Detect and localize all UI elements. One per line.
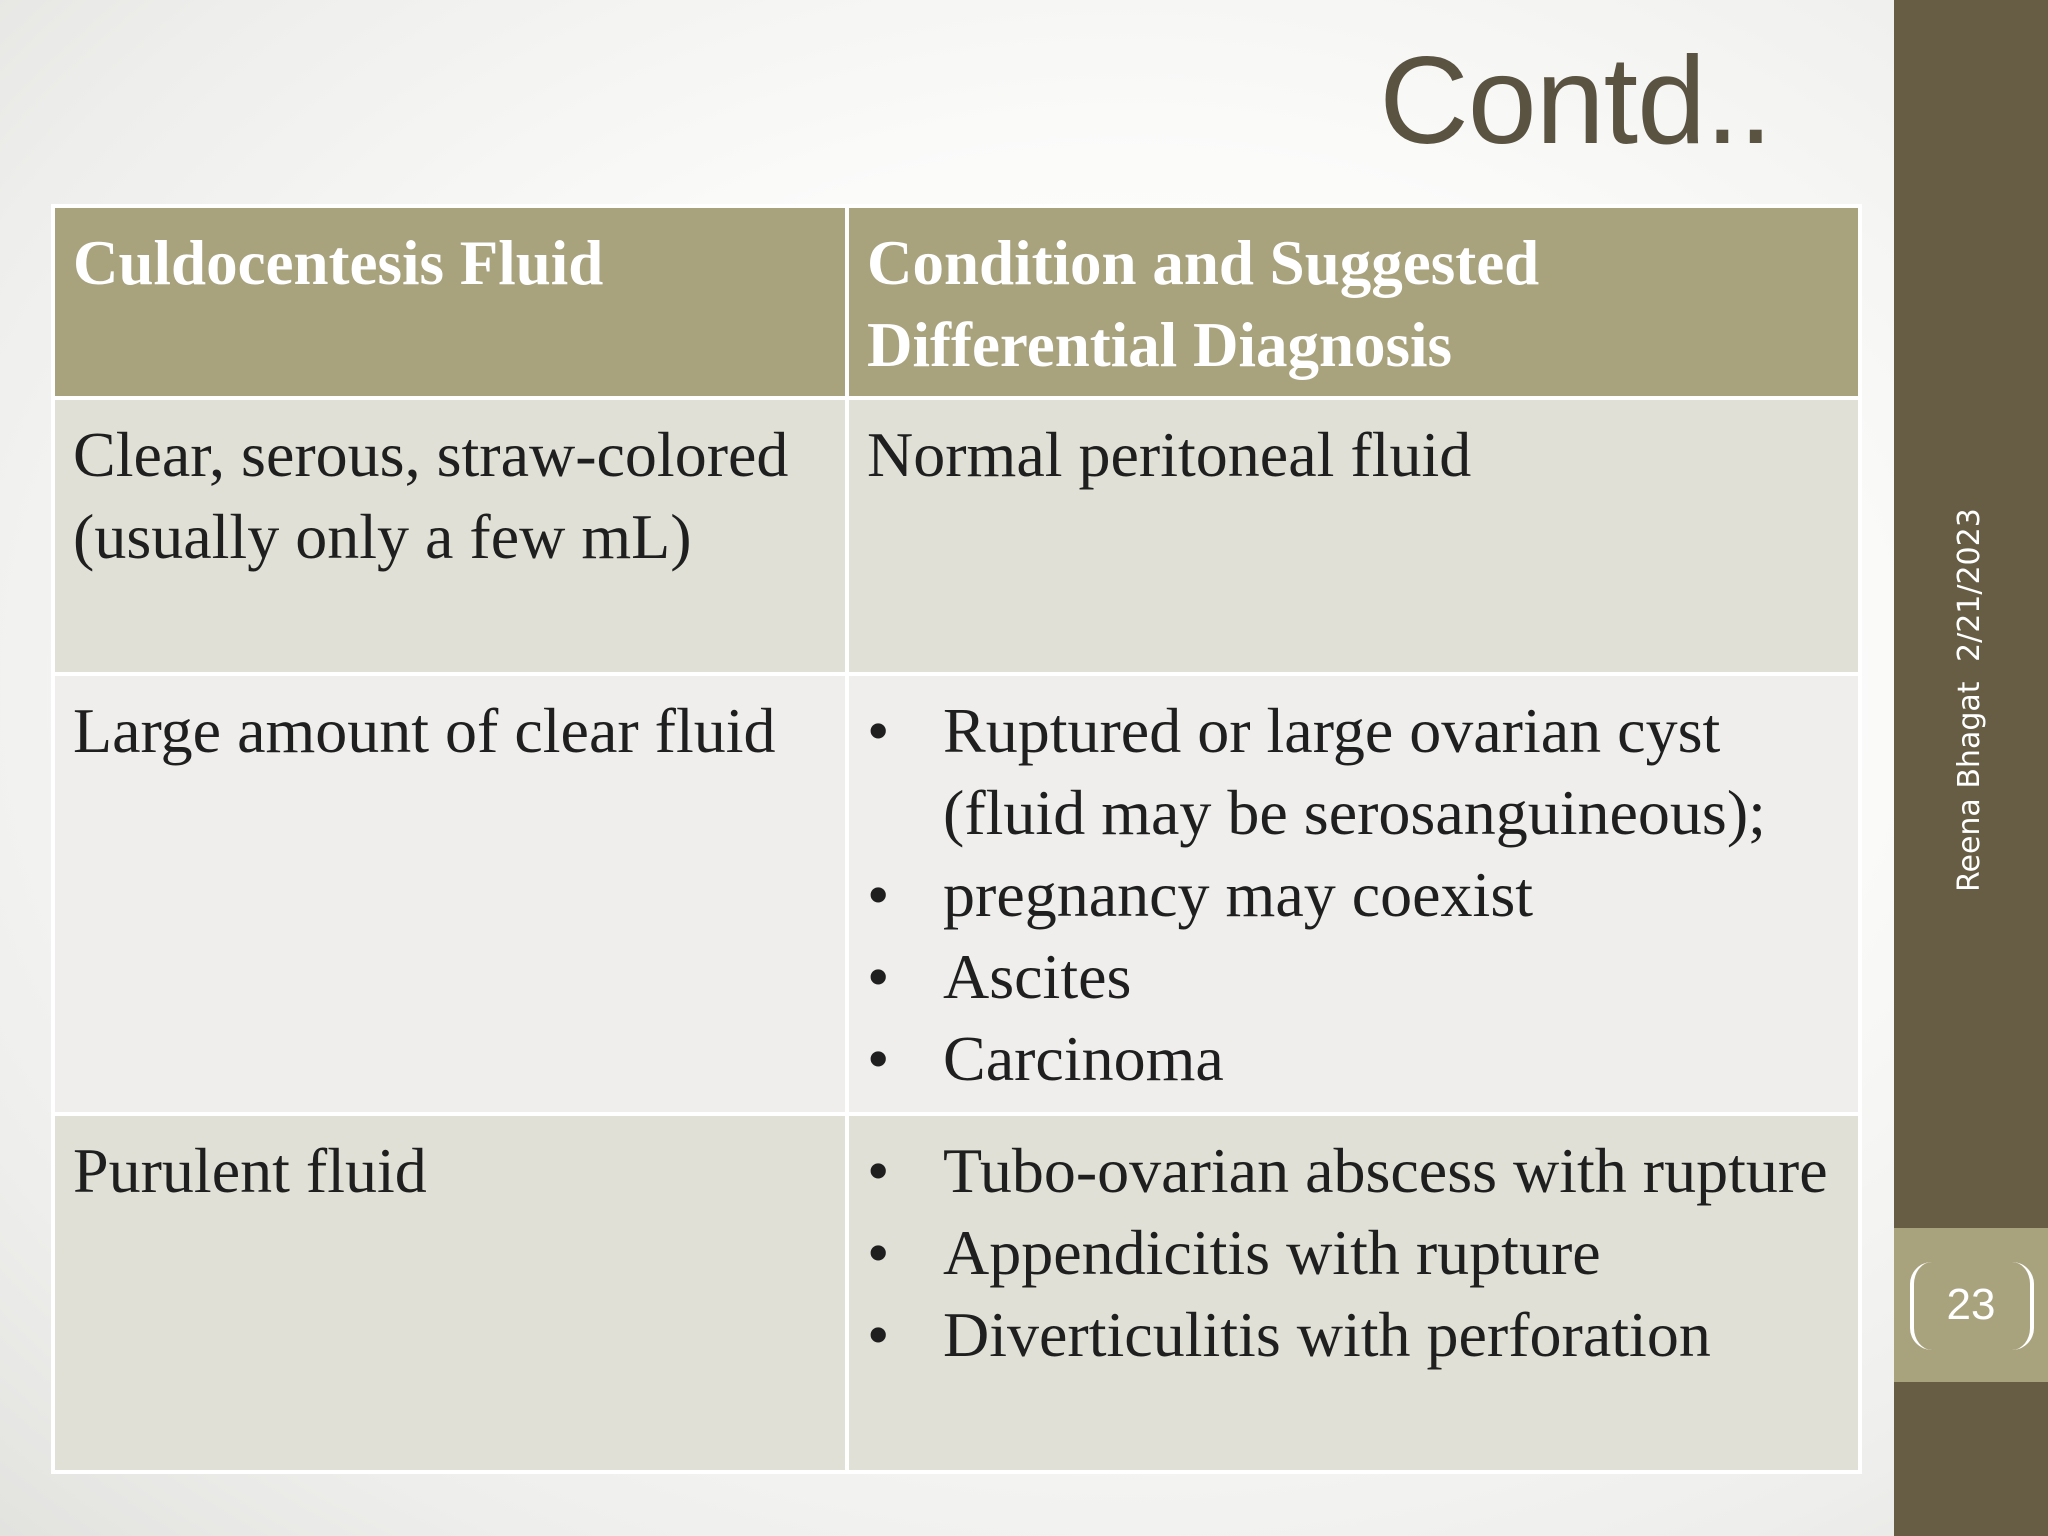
page-number-tab	[1894, 1228, 2048, 1382]
table-row	[53, 398, 1860, 674]
fluid-cell: Clear, serous, straw-colored (usually only a few mL)	[53, 398, 847, 674]
table-row	[53, 1114, 1860, 1472]
fluid-cell: Large amount of clear fluid	[53, 674, 847, 1114]
list-item-text: Appendicitis with rupture	[943, 1217, 1601, 1288]
slide-title: Contd..	[1379, 32, 1772, 170]
list-item-text: Carcinoma	[943, 1023, 1224, 1094]
list-item-text: Ruptured or large ovarian cyst (fluid may be serosanguineous);	[943, 695, 1766, 848]
diagnosis-list	[867, 690, 1840, 1100]
diagnosis-table	[51, 204, 1862, 1474]
diagnosis-cell	[847, 674, 1860, 1114]
list-item-text: Ascites	[943, 941, 1132, 1012]
list-item	[867, 936, 1840, 1018]
list-item	[867, 1130, 1840, 1212]
diagnosis-list	[867, 1130, 1840, 1376]
bullet-icon: •	[867, 695, 890, 766]
list-item	[867, 854, 1840, 936]
bullet-icon: •	[867, 859, 890, 930]
bullet-icon: •	[867, 1299, 890, 1370]
author-label: Reena Bhagat	[1952, 681, 1987, 892]
table-header-row	[53, 206, 1860, 398]
list-item	[867, 1212, 1840, 1294]
date-label: 2/21/2023	[1952, 508, 1987, 662]
page-number: 23	[1946, 1280, 1996, 1329]
list-item-text: Tubo-ovarian abscess with rupture	[943, 1135, 1828, 1206]
diagnosis-cell: Normal peritoneal fluid	[847, 398, 1860, 674]
table-row	[53, 674, 1860, 1114]
header-culdocentesis-fluid: Culdocentesis Fluid	[53, 206, 847, 398]
bullet-icon: •	[867, 1217, 890, 1288]
list-item	[867, 690, 1840, 854]
diagnosis-cell	[847, 1114, 1860, 1472]
bullet-icon: •	[867, 1135, 890, 1206]
bullet-icon: •	[867, 941, 890, 1012]
list-item-text: pregnancy may coexist	[943, 859, 1533, 930]
list-item-text: Diverticulitis with perforation	[943, 1299, 1711, 1370]
header-condition-diagnosis: Condition and Suggested Differential Diagnosis	[847, 206, 1860, 398]
fluid-cell: Purulent fluid	[53, 1114, 847, 1472]
bullet-icon: •	[867, 1023, 890, 1094]
list-item	[867, 1018, 1840, 1100]
list-item	[867, 1294, 1840, 1376]
